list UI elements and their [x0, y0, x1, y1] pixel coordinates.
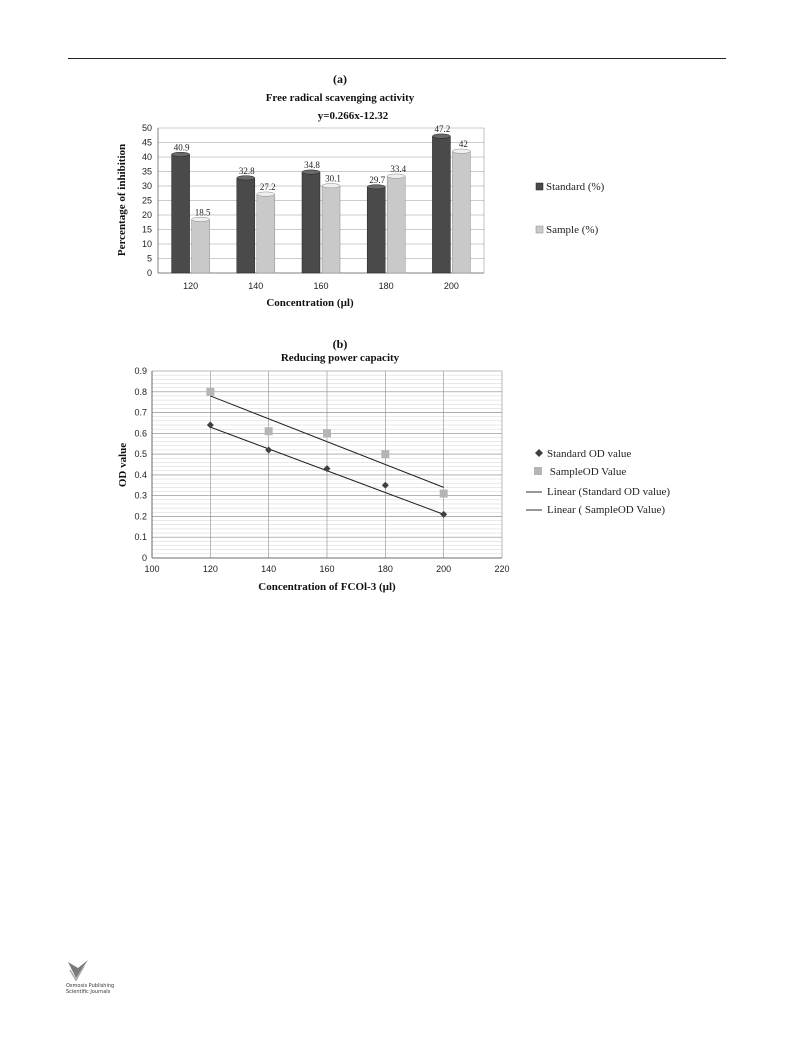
bar-standard [302, 172, 320, 273]
chart-b-x-axis-title: Concentration of FCOl-3 (µl) [258, 581, 396, 593]
data-label-sample: 30.1 [325, 173, 341, 184]
bar-standard [237, 178, 255, 273]
x-tick-label: 160 [313, 281, 329, 291]
point-standard-od [207, 422, 214, 429]
bar-standard [432, 136, 450, 273]
y-tick-label: 20 [141, 210, 152, 220]
data-label-standard: 34.8 [304, 160, 320, 171]
data-label-sample: 18.5 [194, 207, 211, 218]
y-tick-label: 45 [141, 137, 152, 148]
bar-cap-sample [452, 149, 470, 153]
y-tick-label: 0.4 [134, 469, 147, 480]
x-tick-label: 180 [377, 564, 393, 574]
y-tick-label: 5 [146, 253, 152, 264]
legend-label-sample-od: SampleOD Value [547, 466, 627, 478]
legend-marker-sample-od [534, 467, 542, 475]
y-tick-label: 30 [141, 181, 152, 191]
y-tick-label: 35 [141, 166, 152, 177]
bar-sample [452, 151, 470, 273]
bar-cap-standard [172, 152, 190, 156]
bar-sample [387, 176, 405, 273]
y-tick-label: 40 [141, 152, 152, 162]
x-tick-label: 120 [183, 281, 199, 291]
data-label-sample: 33.4 [390, 164, 407, 175]
y-tick-label: 0.1 [134, 532, 147, 543]
bar-standard [172, 154, 190, 273]
bar-cap-sample [322, 184, 340, 188]
legend-swatch-sample [536, 226, 543, 233]
chart-a-x-ticks [183, 281, 459, 291]
chart-b-y-axis-title: OD value [117, 442, 129, 488]
bar-cap-standard [367, 185, 385, 189]
x-tick-label: 100 [144, 564, 160, 574]
chart-b-legend [526, 448, 670, 516]
chart-a-legend [536, 181, 605, 236]
publisher-line-2: Scientific Journals [66, 989, 111, 995]
bar-cap-sample [387, 174, 405, 178]
y-tick-label: 0.9 [134, 366, 147, 376]
chart-b-x-ticks [144, 564, 509, 574]
chart-a-y-ticks [142, 123, 152, 278]
point-standard-od [382, 482, 389, 489]
data-label-standard: 47.2 [434, 124, 451, 135]
data-label-standard: 40.9 [173, 142, 190, 153]
point-sample-od [440, 490, 448, 498]
x-tick-label: 220 [494, 564, 510, 574]
bar-cap-standard [237, 176, 255, 180]
bar-sample [257, 194, 275, 273]
bar-sample [192, 219, 210, 273]
chart-b-grid [152, 371, 502, 558]
point-sample-od [381, 450, 389, 458]
legend-label-sample: Sample (%) [546, 224, 599, 236]
y-tick-label: 0.2 [134, 511, 147, 522]
chart-a-equation: y=0.266x-12.32 [317, 110, 389, 122]
x-tick-label: 120 [202, 564, 218, 574]
point-sample-od [323, 429, 331, 437]
chart-a [116, 72, 605, 309]
y-tick-label: 0.3 [134, 490, 147, 501]
bar-standard [367, 187, 385, 273]
panel-label-b: (b) [332, 337, 348, 351]
chart-b-title: Reducing power capacity [280, 352, 400, 364]
bar-cap-standard [432, 134, 450, 138]
x-tick-label: 140 [248, 281, 264, 291]
legend-label-linear-standard: Linear (Standard OD value) [547, 486, 671, 498]
bar-cap-sample [257, 192, 275, 196]
y-tick-label: 25 [141, 195, 152, 206]
point-sample-od [206, 388, 214, 396]
x-tick-label: 160 [319, 564, 335, 574]
publisher-logo-text [66, 983, 114, 995]
legend-label-standard-od: Standard OD value [547, 448, 632, 460]
chart-b [117, 337, 670, 593]
chart-a-data-labels [174, 124, 468, 217]
panel-label-a: (a) [333, 72, 347, 86]
bar-cap-sample [192, 217, 210, 221]
x-tick-label: 200 [436, 564, 452, 574]
y-tick-label: 0.5 [134, 449, 147, 460]
y-tick-label: 0.8 [134, 386, 147, 397]
bar-sample [322, 186, 340, 273]
y-tick-label: 50 [141, 123, 152, 133]
legend-swatch-standard [536, 183, 543, 190]
data-label-sample: 27.2 [259, 182, 276, 193]
legend-marker-standard-od [535, 449, 543, 457]
legend-label-standard: Standard (%) [546, 181, 605, 193]
data-label-standard: 29.7 [369, 174, 386, 185]
x-tick-label: 200 [443, 281, 459, 291]
chart-a-title: Free radical scavenging activity [265, 92, 415, 104]
y-tick-label: 0.6 [134, 428, 147, 439]
chart-b-y-ticks [134, 366, 147, 563]
publisher-line-1: Osmosis Publishing [66, 983, 115, 989]
data-label-standard: 32.8 [238, 165, 255, 176]
y-tick-label: 10 [141, 239, 152, 249]
chart-a-x-axis-title: Concentration (µl) [266, 297, 354, 309]
x-tick-label: 180 [378, 281, 394, 291]
y-tick-label: 15 [141, 224, 152, 235]
x-tick-label: 140 [261, 564, 277, 574]
chart-a-bars [172, 134, 471, 273]
legend-label-linear-sample: Linear ( SampleOD Value) [547, 504, 666, 516]
point-standard-od [440, 511, 447, 518]
y-tick-label: 0 [146, 268, 152, 278]
chart-a-y-axis-title: Percentage of inhibition [116, 143, 128, 257]
data-label-sample: 42 [458, 139, 468, 150]
point-standard-od [324, 465, 331, 472]
point-sample-od [265, 427, 273, 435]
bar-cap-standard [302, 170, 320, 174]
y-tick-label: 0 [141, 553, 147, 563]
y-tick-label: 0.7 [134, 407, 147, 418]
